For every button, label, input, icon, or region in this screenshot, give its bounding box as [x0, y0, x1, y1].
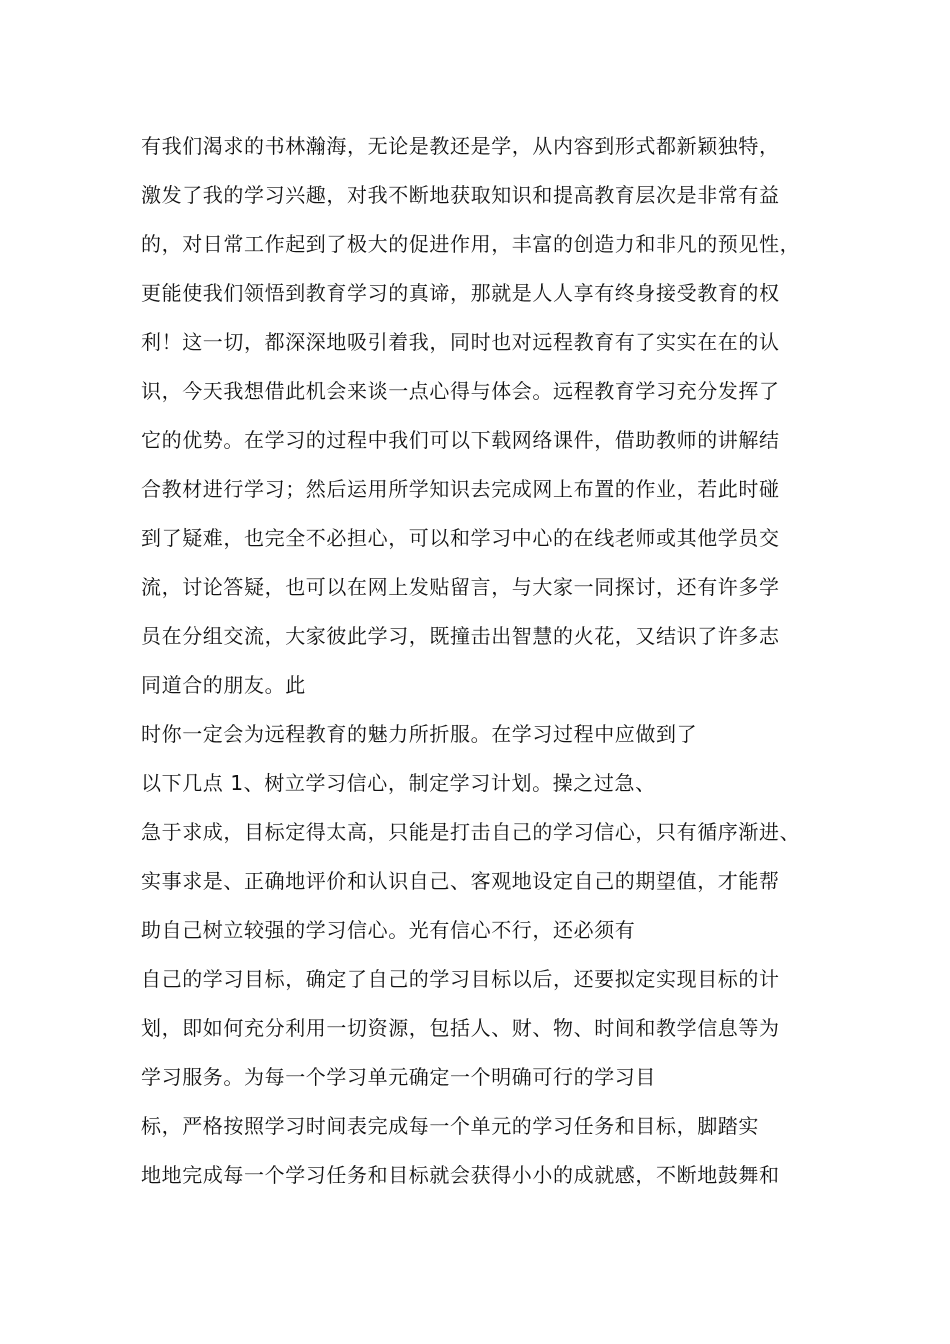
text-line: 它的优势。在学习的过程中我们可以下载网络课件，借助教师的讲解结	[141, 428, 780, 452]
text-line: 学习服务。为每一个学习单元确定一个明确可行的学习目	[141, 1065, 656, 1089]
text-line: 员在分组交流，大家彼此学习，既撞击出智慧的火花，又结识了许多志	[141, 624, 780, 648]
text-line: 利！这一切，都深深地吸引着我，同时也对远程教育有了实实在在的认	[141, 330, 780, 354]
text-line: 到了疑难，也完全不必担心，可以和学习中心的在线老师或其他学员交	[141, 526, 780, 550]
text-line: 流，讨论答疑，也可以在网上发贴留言，与大家一同探讨，还有许多学	[141, 575, 780, 599]
text-line: 自己的学习目标，确定了自己的学习目标以后，还要拟定实现目标的计	[141, 967, 780, 991]
text-line: 急于求成，目标定得太高，只能是打击自己的学习信心，只有循序渐进、	[141, 820, 801, 844]
text-line: 实事求是、正确地评价和认识自己、客观地设定自己的期望值，才能帮	[141, 869, 780, 893]
text-line: 的，对日常工作起到了极大的促进作用，丰富的创造力和非凡的预见性，	[141, 232, 801, 256]
text-line: 以下几点 1、树立学习信心，制定学习计划。操之过急、	[141, 771, 656, 795]
text-line: 更能使我们领悟到教育学习的真谛，那就是人人享有终身接受教育的权	[141, 281, 780, 305]
text-line: 地地完成每一个学习任务和目标就会获得小小的成就感，不断地鼓舞和	[141, 1163, 780, 1187]
text-line: 激发了我的学习兴趣，对我不断地获取知识和提高教育层次是非常有益	[141, 183, 780, 207]
text-line: 合教材进行学习；然后运用所学知识去完成网上布置的作业，若此时碰	[141, 477, 780, 501]
body-text	[141, 122, 841, 1200]
text-line: 标，严格按照学习时间表完成每一个单元的学习任务和目标，脚踏实	[141, 1114, 759, 1138]
text-line: 助自己树立较强的学习信心。光有信心不行，还必须有	[141, 918, 636, 942]
text-line: 划，即如何充分利用一切资源，包括人、财、物、时间和教学信息等为	[141, 1016, 780, 1040]
text-line: 有我们渴求的书林瀚海，无论是教还是学，从内容到形式都新颖独特，	[141, 134, 780, 158]
text-line: 同道合的朋友。此	[141, 673, 306, 697]
text-line: 时你一定会为远程教育的魅力所折服。在学习过程中应做到了	[141, 722, 698, 746]
text-line: 识，今天我想借此机会来谈一点心得与体会。远程教育学习充分发挥了	[141, 379, 780, 403]
